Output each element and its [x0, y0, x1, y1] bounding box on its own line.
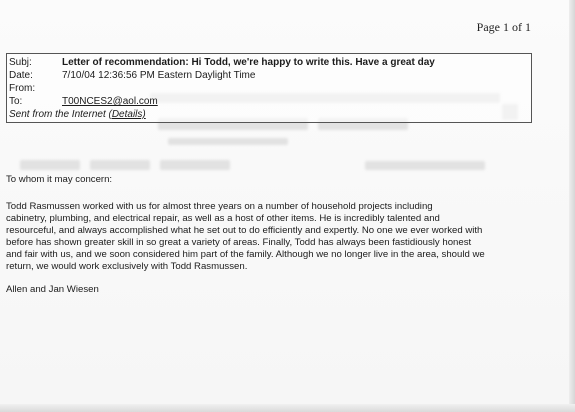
date-label: Date: — [9, 70, 33, 81]
letter-line: before has shown greater skill in so great a variety of areas. Finally, Todd has always been fastidiously honest — [6, 237, 472, 248]
letter-line: resourceful, and always accomplished what he set out to do efficiently and expertly. No one we ever worked with — [6, 225, 483, 236]
letter-salutation: To whom it may concern: — [6, 174, 113, 185]
email-header-box — [6, 53, 532, 123]
letter-signature: Allen and Jan Wiesen — [6, 284, 99, 295]
from-label: From: — [9, 83, 36, 94]
subject-label: Subj: — [9, 57, 32, 68]
bleedthrough-bar — [90, 160, 150, 170]
letter-line: Todd Rasmussen worked with us for almost three years on a number of household projects including — [6, 201, 433, 212]
to-label: To: — [9, 96, 23, 107]
bleedthrough-bar — [365, 161, 485, 170]
date-value: 7/10/04 12:36:56 PM Eastern Daylight Time — [62, 70, 256, 81]
page-edge-shadow — [569, 0, 575, 412]
subject-value: Letter of recommendation: Hi Todd, we're happy to write this. Have a great day — [62, 57, 435, 68]
page-number: Page 1 of 1 — [476, 20, 531, 34]
letter-line: and fair with us, and we soon considered him part of the family. Although we no longer live in the area, should we — [6, 249, 485, 260]
page-edge-shadow — [0, 404, 575, 412]
sent-from-text: Sent from the Internet — [9, 109, 109, 120]
letter-line: cabinetry, plumbing, and electrical repair, as well as a host of other items. He is incredibly talented and — [6, 213, 440, 224]
to-email-link[interactable]: T00NCES2@aol.com — [62, 96, 158, 107]
bleedthrough-bar — [160, 160, 230, 170]
bleedthrough-bar — [168, 138, 288, 145]
details-link[interactable]: (Details) — [108, 109, 146, 120]
letter-line: return, we would work exclusively with Todd Rasmussen. — [6, 261, 248, 272]
sent-from-row — [9, 108, 146, 121]
bleedthrough-bar — [20, 160, 80, 170]
